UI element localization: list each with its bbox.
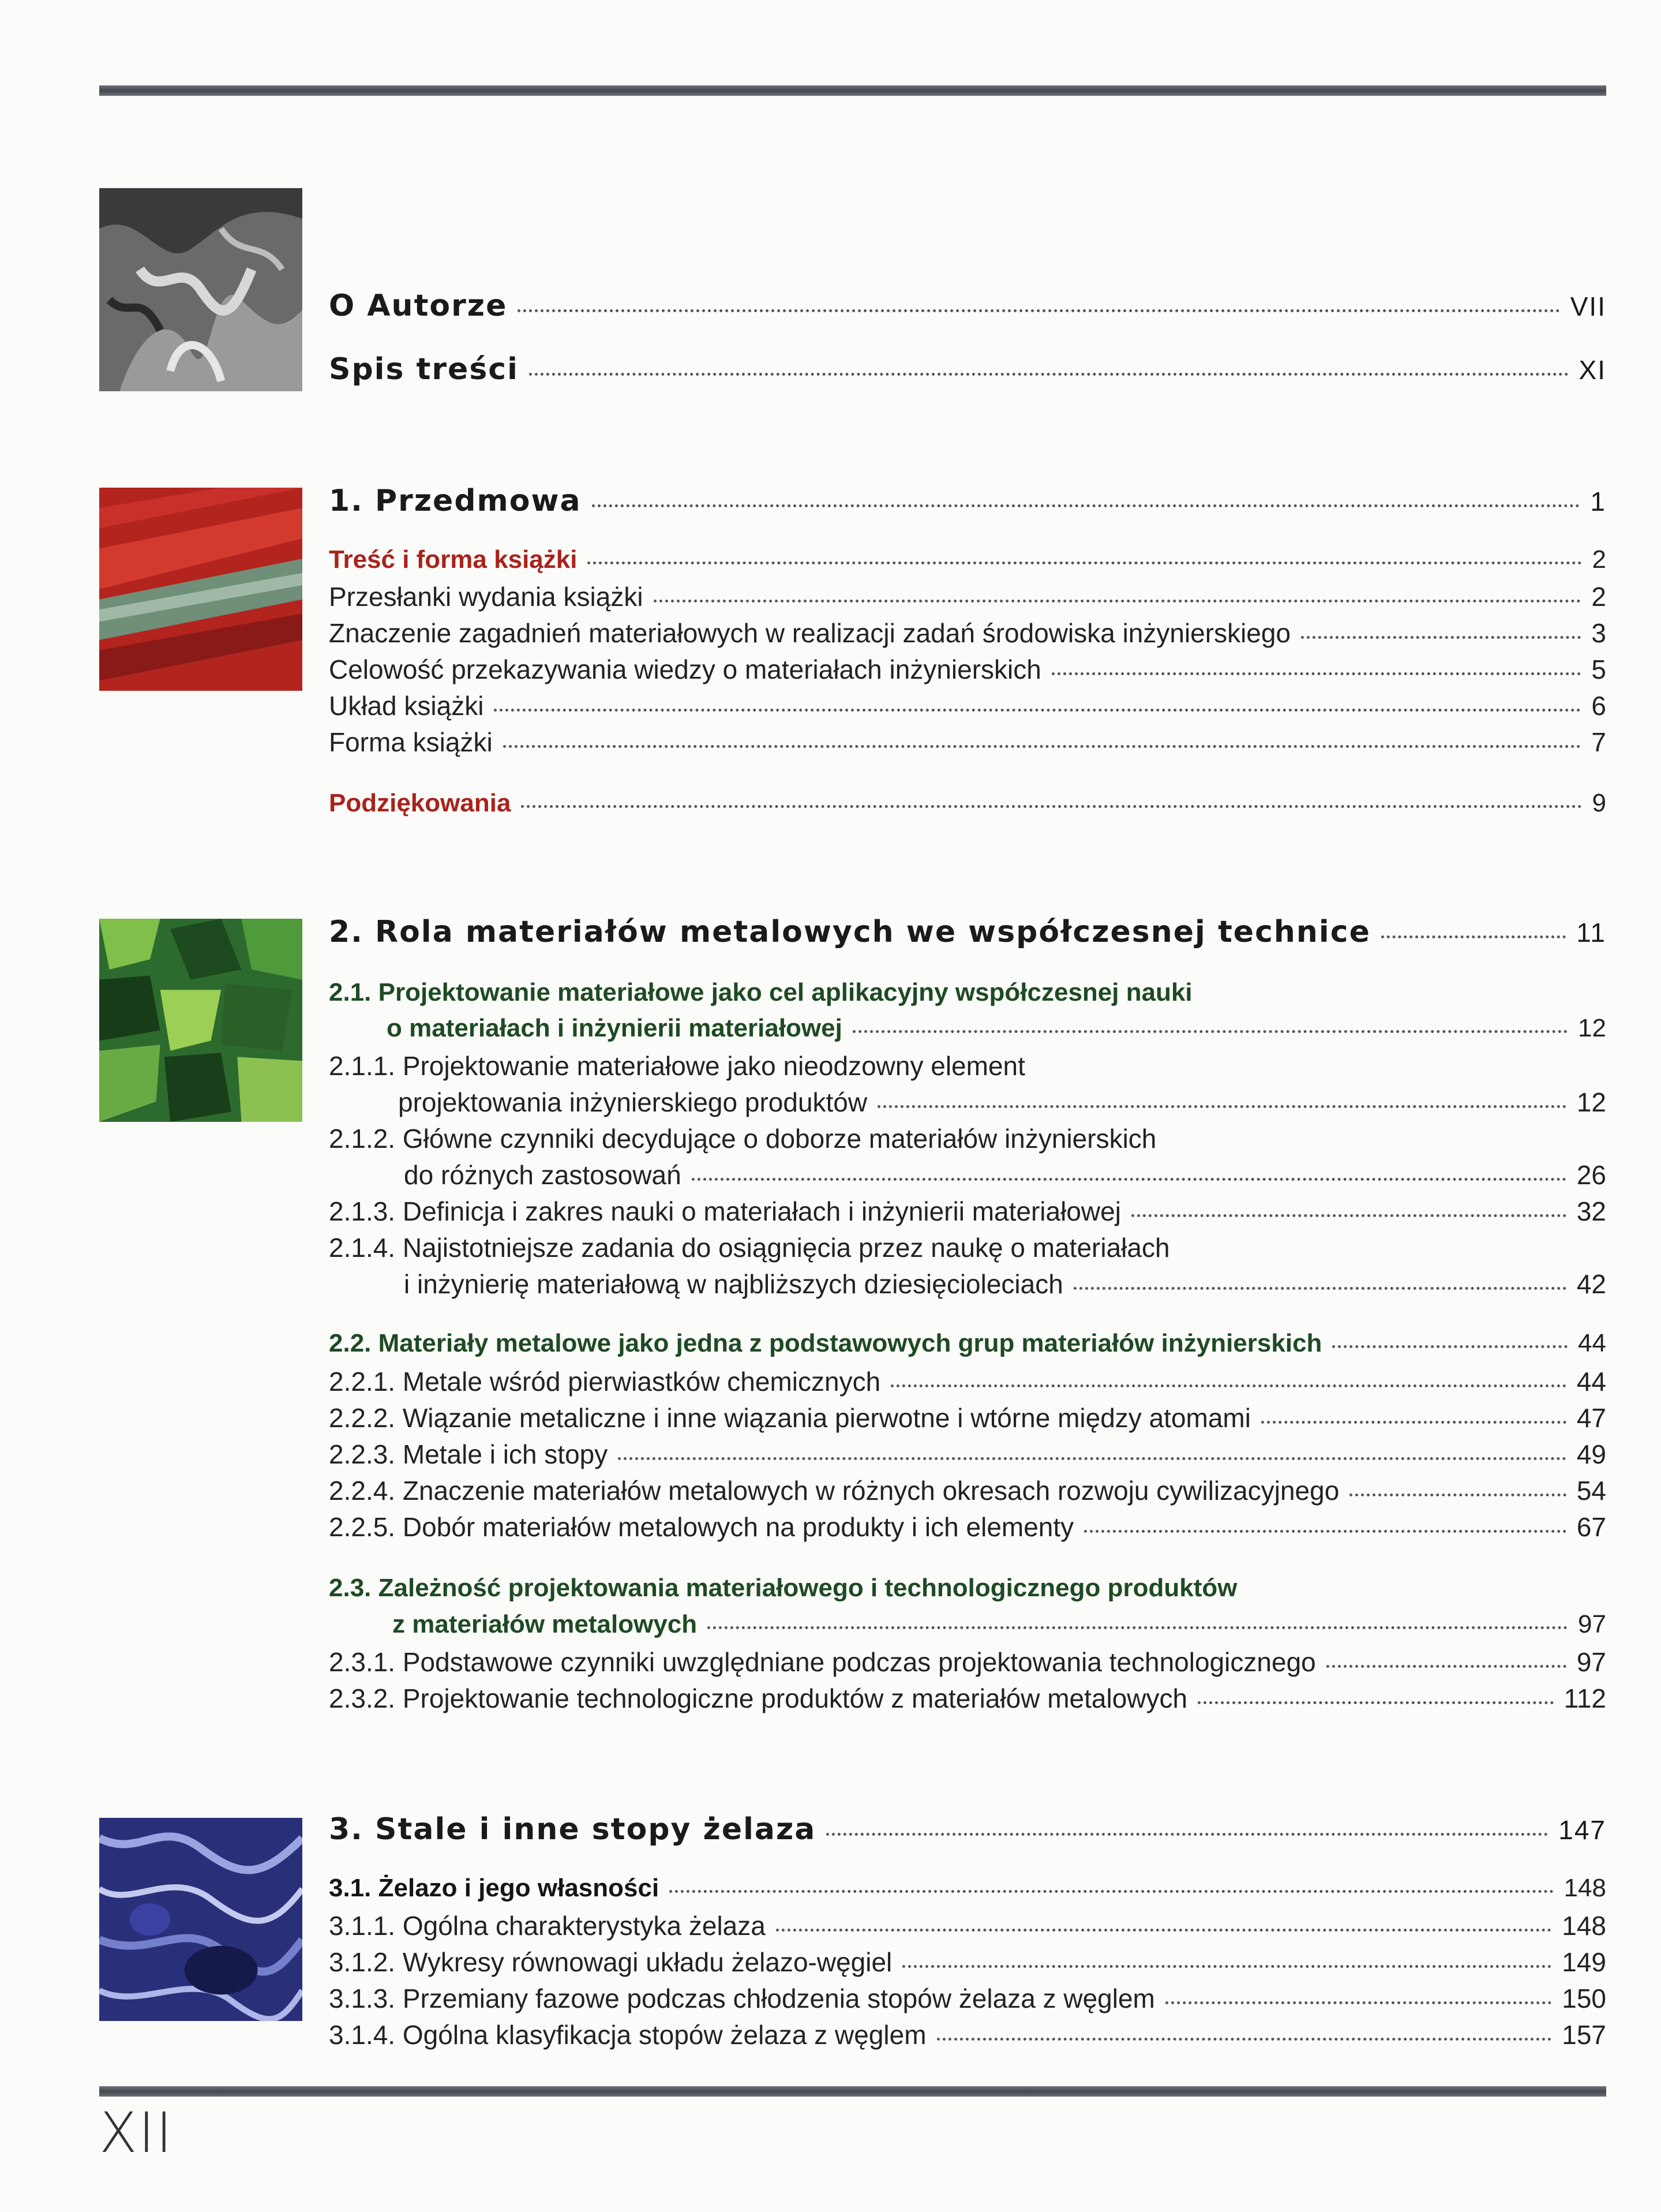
chapter-title: 2. Rola materiałów metalowych we współczesnej technice [329, 915, 1371, 949]
toc-item[interactable] [329, 1196, 1606, 1227]
dot-leader [1052, 672, 1581, 675]
item-page: 49 [1576, 1439, 1606, 1469]
item-page: 2 [1591, 582, 1606, 612]
item-page: 54 [1576, 1476, 1606, 1506]
item-page: 44 [1576, 1367, 1606, 1397]
dot-leader [521, 804, 1581, 808]
subsection-page: 9 [1592, 789, 1606, 817]
toc-subsection-3-1[interactable] [329, 1874, 1606, 1903]
dot-leader [529, 372, 1569, 376]
micrograph-red-image [99, 488, 302, 691]
item-title: 3.1.2. Wykresy równowagi układu żelazo-węgiel [329, 1947, 893, 1977]
item-page: 6 [1591, 691, 1606, 721]
dot-leader [891, 1384, 1566, 1387]
subsection-title: z materiałów metalowych [392, 1610, 698, 1638]
toc-chapter-1[interactable] [329, 484, 1606, 518]
item-title: 2.3.2. Projektowanie technologiczne produktów z materiałów metalowych [329, 1683, 1188, 1713]
item-page: 47 [1576, 1403, 1606, 1433]
toc-entry-page: XI [1578, 355, 1606, 385]
item-page: 112 [1563, 1683, 1606, 1713]
toc-item[interactable] [329, 690, 1606, 721]
item-page: 26 [1576, 1160, 1606, 1190]
toc-subsection-2-3[interactable] [392, 1610, 1606, 1639]
item-title: 2.2.1. Metale wśród pierwiastków chemicznych [329, 1367, 881, 1397]
toc-item[interactable] [329, 1439, 1606, 1470]
top-rule [99, 85, 1606, 96]
item-page: 148 [1562, 1911, 1606, 1941]
item-title: Przesłanki wydania książki [329, 582, 643, 612]
dot-leader [669, 1889, 1553, 1893]
dot-leader [618, 1457, 1566, 1460]
item-title: 2.1.3. Definicja i zakres nauki o materiałach i inżynierii materiałowej [329, 1196, 1121, 1226]
dot-leader [1131, 1214, 1566, 1217]
dot-leader [1326, 1664, 1566, 1668]
item-page: 32 [1576, 1196, 1606, 1226]
toc-subsection-tresc-i-forma[interactable] [329, 545, 1606, 574]
dot-leader [1349, 1493, 1566, 1496]
dot-leader [494, 708, 1581, 712]
toc-subsection-2-1-line1[interactable]: 2.1. Projektowanie materiałowe jako cel aplikacyjny współczesnej nauki [329, 978, 1193, 1006]
toc-item[interactable] [329, 1402, 1606, 1434]
subsection-title: Podziękowania [329, 789, 511, 817]
toc-subsection-2-3-line1[interactable]: 2.3. Zależność projektowania materiałowego i technologicznego produktów [329, 1574, 1238, 1602]
dot-leader [707, 1626, 1568, 1629]
subsection-title: 2.2. Materiały metalowe jako jedna z podstawowych grup materiałów inżynierskich [329, 1329, 1322, 1357]
chapter-title: 3. Stale i inne stopy żelaza [329, 1812, 816, 1847]
toc-subsection-2-2[interactable] [329, 1329, 1606, 1358]
dot-leader [518, 309, 1559, 312]
toc-item[interactable] [404, 1159, 1606, 1191]
chapter-title: 1. Przedmowa [329, 484, 582, 518]
item-title: Forma książki [329, 727, 493, 757]
toc-item[interactable] [329, 1646, 1606, 1678]
subsection-page: 44 [1578, 1329, 1606, 1357]
dot-leader [826, 1832, 1548, 1836]
item-page: 157 [1562, 2020, 1606, 2050]
bottom-rule [99, 2086, 1606, 2097]
item-title: 2.2.3. Metale i ich stopy [329, 1439, 608, 1469]
subsection-page: 2 [1592, 545, 1606, 574]
micrograph-grayscale-image [99, 188, 302, 391]
item-page: 7 [1591, 727, 1606, 757]
dot-leader [1332, 1345, 1568, 1348]
toc-item[interactable] [329, 2019, 1606, 2050]
item-title: do różnych zastosowań [404, 1160, 681, 1190]
toc-item-2-1-4-line1[interactable]: 2.1.4. Najistotniejsze zadania do osiągnięcia przez naukę o materiałach [329, 1233, 1170, 1263]
toc-item[interactable] [329, 1947, 1606, 1978]
item-title: 3.1.4. Ogólna klasyfikacja stopów żelaza z węglem [329, 2020, 927, 2050]
chapter-page: 147 [1558, 1815, 1606, 1845]
item-page: 5 [1591, 654, 1606, 684]
dot-leader [1198, 1701, 1554, 1704]
subsection-title: o materiałach i inżynierii materiałowej [387, 1014, 842, 1042]
dot-leader [1074, 1286, 1566, 1290]
dot-leader [1084, 1529, 1566, 1533]
dot-leader [503, 744, 1581, 748]
toc-item[interactable] [404, 1268, 1606, 1300]
toc-subsection-podziekowania[interactable] [329, 789, 1606, 818]
subsection-page: 12 [1578, 1014, 1606, 1042]
item-page: 3 [1591, 618, 1606, 648]
dot-leader [1381, 935, 1566, 938]
item-page: 150 [1562, 1983, 1606, 2013]
toc-chapter-3[interactable] [329, 1812, 1606, 1847]
subsection-title: Treść i forma książki [329, 545, 578, 574]
toc-entry-title: O Autorze [329, 289, 508, 323]
toc-item[interactable] [329, 1683, 1606, 1714]
item-page: 12 [1576, 1087, 1606, 1117]
item-page: 149 [1562, 1947, 1606, 1977]
item-title: i inżynierię materiałową w najbliższych dziesięcioleciach [404, 1269, 1063, 1299]
chapter-page: 11 [1576, 918, 1606, 948]
dot-leader [1261, 1420, 1566, 1424]
dot-leader [878, 1105, 1566, 1108]
subsection-title: 3.1. Żelazo i jego własności [329, 1874, 659, 1902]
dot-leader [776, 1928, 1551, 1932]
chapter-page: 1 [1590, 486, 1606, 516]
toc-chapter-2[interactable] [329, 915, 1606, 949]
toc-item[interactable] [329, 654, 1606, 685]
item-title: 3.1.3. Przemiany fazowe podczas chłodzenia stopów żelaza z węglem [329, 1983, 1155, 2013]
item-title: 2.2.2. Wiązanie metaliczne i inne wiązania pierwotne i wtórne między atomami [329, 1403, 1251, 1433]
toc-item-2-1-1-line1[interactable]: 2.1.1. Projektowanie materiałowe jako nieodzowny element [329, 1051, 1025, 1081]
item-title: Celowość przekazywania wiedzy o materiałach inżynierskich [329, 654, 1041, 684]
toc-subsection-2-1[interactable] [387, 1014, 1606, 1043]
toc-entry-spis-tresci[interactable] [329, 352, 1606, 387]
item-title: 3.1.1. Ogólna charakterystyka żelaza [329, 1911, 766, 1941]
dot-leader [692, 1177, 1566, 1181]
item-page: 97 [1576, 1647, 1606, 1677]
toc-entry-o-autorze[interactable] [329, 289, 1606, 323]
item-title: projektowania inżynierskiego produktów [398, 1087, 868, 1117]
item-title: 2.2.4. Znaczenie materiałów metalowych w różnych okresach rozwoju cywilizacyjnego [329, 1476, 1340, 1506]
item-title: 2.2.5. Dobór materiałów metalowych na produkty i ich elementy [329, 1512, 1074, 1542]
toc-item[interactable] [398, 1087, 1606, 1118]
item-title: Znaczenie zagadnień materiałowych w realizacji zadań środowiska inżynierskiego [329, 618, 1291, 648]
toc-item[interactable] [329, 1910, 1606, 1941]
dot-leader [937, 2037, 1552, 2041]
item-title: Układ książki [329, 691, 484, 721]
dot-leader [902, 1964, 1551, 1968]
toc-item[interactable] [329, 617, 1606, 649]
micrograph-blue-image [99, 1818, 302, 2021]
toc-item[interactable] [329, 1475, 1606, 1506]
dot-leader [853, 1030, 1568, 1033]
subsection-page: 97 [1578, 1610, 1606, 1638]
toc-item[interactable] [329, 581, 1606, 612]
page-number: XII [99, 2101, 174, 2165]
toc-entry-page: VII [1570, 291, 1606, 321]
toc-item-2-1-2-line1[interactable]: 2.1.2. Główne czynniki decydujące o doborze materiałów inżynierskich [329, 1124, 1157, 1154]
dot-leader [654, 599, 1581, 602]
item-page: 42 [1576, 1269, 1606, 1299]
item-title: 2.3.1. Podstawowe czynniki uwzględniane podczas projektowania technologicznego [329, 1647, 1316, 1677]
toc-item[interactable] [329, 1983, 1606, 2014]
toc-entry-title: Spis treści [329, 352, 519, 387]
dot-leader [587, 561, 1581, 564]
toc-item[interactable] [329, 1511, 1606, 1543]
subsection-page: 148 [1563, 1874, 1606, 1902]
item-page: 67 [1576, 1512, 1606, 1542]
dot-leader [1301, 635, 1581, 639]
dot-leader [592, 504, 1580, 507]
toc-item[interactable] [329, 727, 1606, 758]
toc-item[interactable] [329, 1366, 1606, 1397]
dot-leader [1165, 2001, 1551, 2004]
micrograph-green-image [99, 919, 302, 1122]
